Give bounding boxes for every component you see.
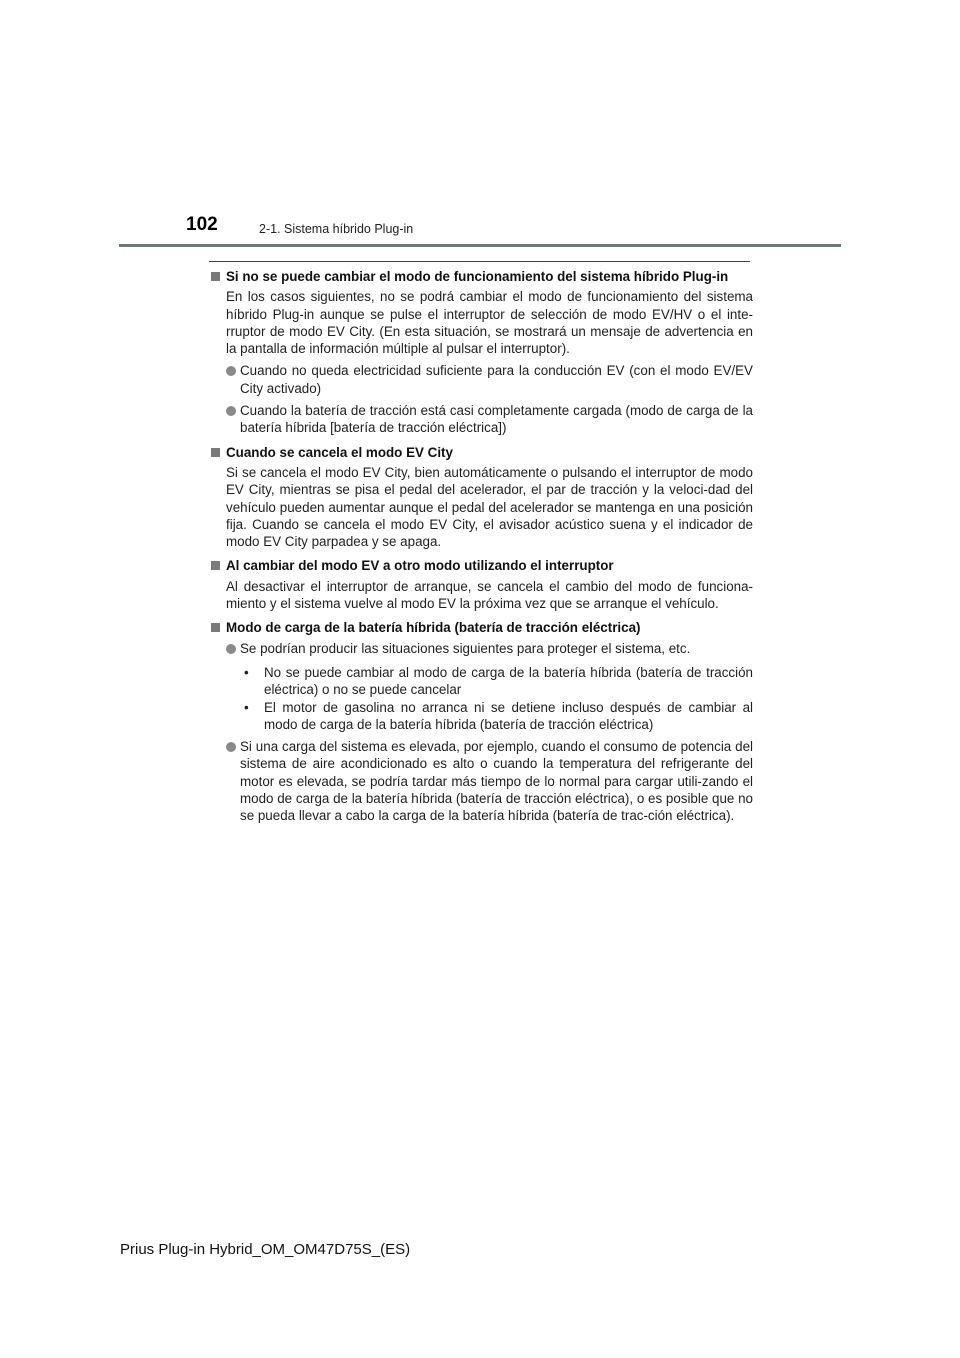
section-heading: Modo de carga de la batería híbrida (batería de tracción eléctrica) (209, 619, 753, 636)
footer-document-id: Prius Plug-in Hybrid_OM_OM47D75S_(ES) (120, 1241, 411, 1258)
section-ev-city-cancel (209, 444, 753, 551)
list-item: Se podrían producir las situaciones siguientes para proteger el sistema, etc. (226, 640, 753, 657)
section-heading: Cuando se cancela el modo EV City (209, 444, 753, 461)
page-number: 102 (186, 214, 218, 235)
circle-bullet-icon (226, 406, 236, 416)
section-battery-charge-mode (209, 619, 753, 824)
list-item: Si una carga del sistema es elevada, por ejemplo, cuando el consumo de potencia del sistema de aire acondicionado es alto o cuando la temperatura del refrigerante del motor es elevada, se podría tardar más tiempo de lo normal para cargar utili-zando el modo de carga de la batería híbrida (batería de tracción eléctrica), o es posible que no se pueda llevar a cabo la carga de la batería híbrida (batería de trac-ción eléctrica). (226, 738, 753, 824)
section-paragraph: Al desactivar el interruptor de arranque, se cancela el cambio del modo de funciona-miento y el sistema vuelve al modo EV la próxima vez que se arranque el vehículo. (226, 578, 753, 612)
dot-marker: • (244, 664, 249, 680)
section-mode-change-unavailable (209, 268, 753, 437)
section-heading: Al cambiar del modo EV a otro modo utilizando el interruptor (209, 557, 753, 574)
page-content (209, 268, 753, 832)
sub-list-item: • No se puede cambiar al modo de carga de la batería híbrida (batería de tracción eléctrica) o no se puede cancelar (244, 664, 753, 698)
circle-bullet-icon (226, 366, 236, 376)
list-item: Cuando no queda electricidad suficiente para la conducción EV (con el modo EV/EV City activado) (226, 362, 753, 397)
section-heading: Si no se puede cambiar el modo de funcionamiento del sistema híbrido Plug-in (209, 268, 753, 285)
section-title: 2-1. Sistema híbrido Plug-in (259, 222, 414, 236)
sub-list-item: • El motor de gasolina no arranca ni se detiene incluso después de cambiar al modo de carga de la batería híbrida (batería de tracción eléctrica) (244, 699, 753, 732)
square-bullet-icon (211, 623, 220, 632)
square-bullet-icon (211, 272, 220, 281)
square-bullet-icon (211, 448, 220, 457)
square-bullet-icon (211, 561, 220, 570)
section-paragraph: En los casos siguientes, no se podrá cambiar el modo de funcionamiento del sistema híbrido Plug-in aunque se pulse el interruptor de selección de modo EV/HV o el inte-rruptor de modo EV City. (En esta situación, se mostrará un mensaje de advertencia en la pantalla de información múltiple al pulsar el interruptor). (226, 289, 753, 357)
circle-bullet-icon (226, 742, 236, 752)
header-divider (119, 244, 841, 247)
content-divider (209, 261, 750, 262)
section-paragraph: Si se cancela el modo EV City, bien automáticamente o pulsando el interruptor de modo EV City, mientras se pisa el pedal del acelerador, el par de tracción y la veloci-dad del vehículo pueden aumentar aunque el pedal del acelerador se mantenga en una posición fija. Cuando se cancela el modo EV City, el avisador acústico suena y el indicador de modo EV City parpadea y se apaga. (226, 464, 753, 550)
section-ev-to-other-mode (209, 557, 753, 612)
list-item: Cuando la batería de tracción está casi completamente cargada (modo de carga de la batería híbrida [batería de tracción eléctrica]) (226, 402, 753, 437)
dot-marker: • (244, 699, 249, 715)
circle-bullet-icon (226, 644, 236, 654)
